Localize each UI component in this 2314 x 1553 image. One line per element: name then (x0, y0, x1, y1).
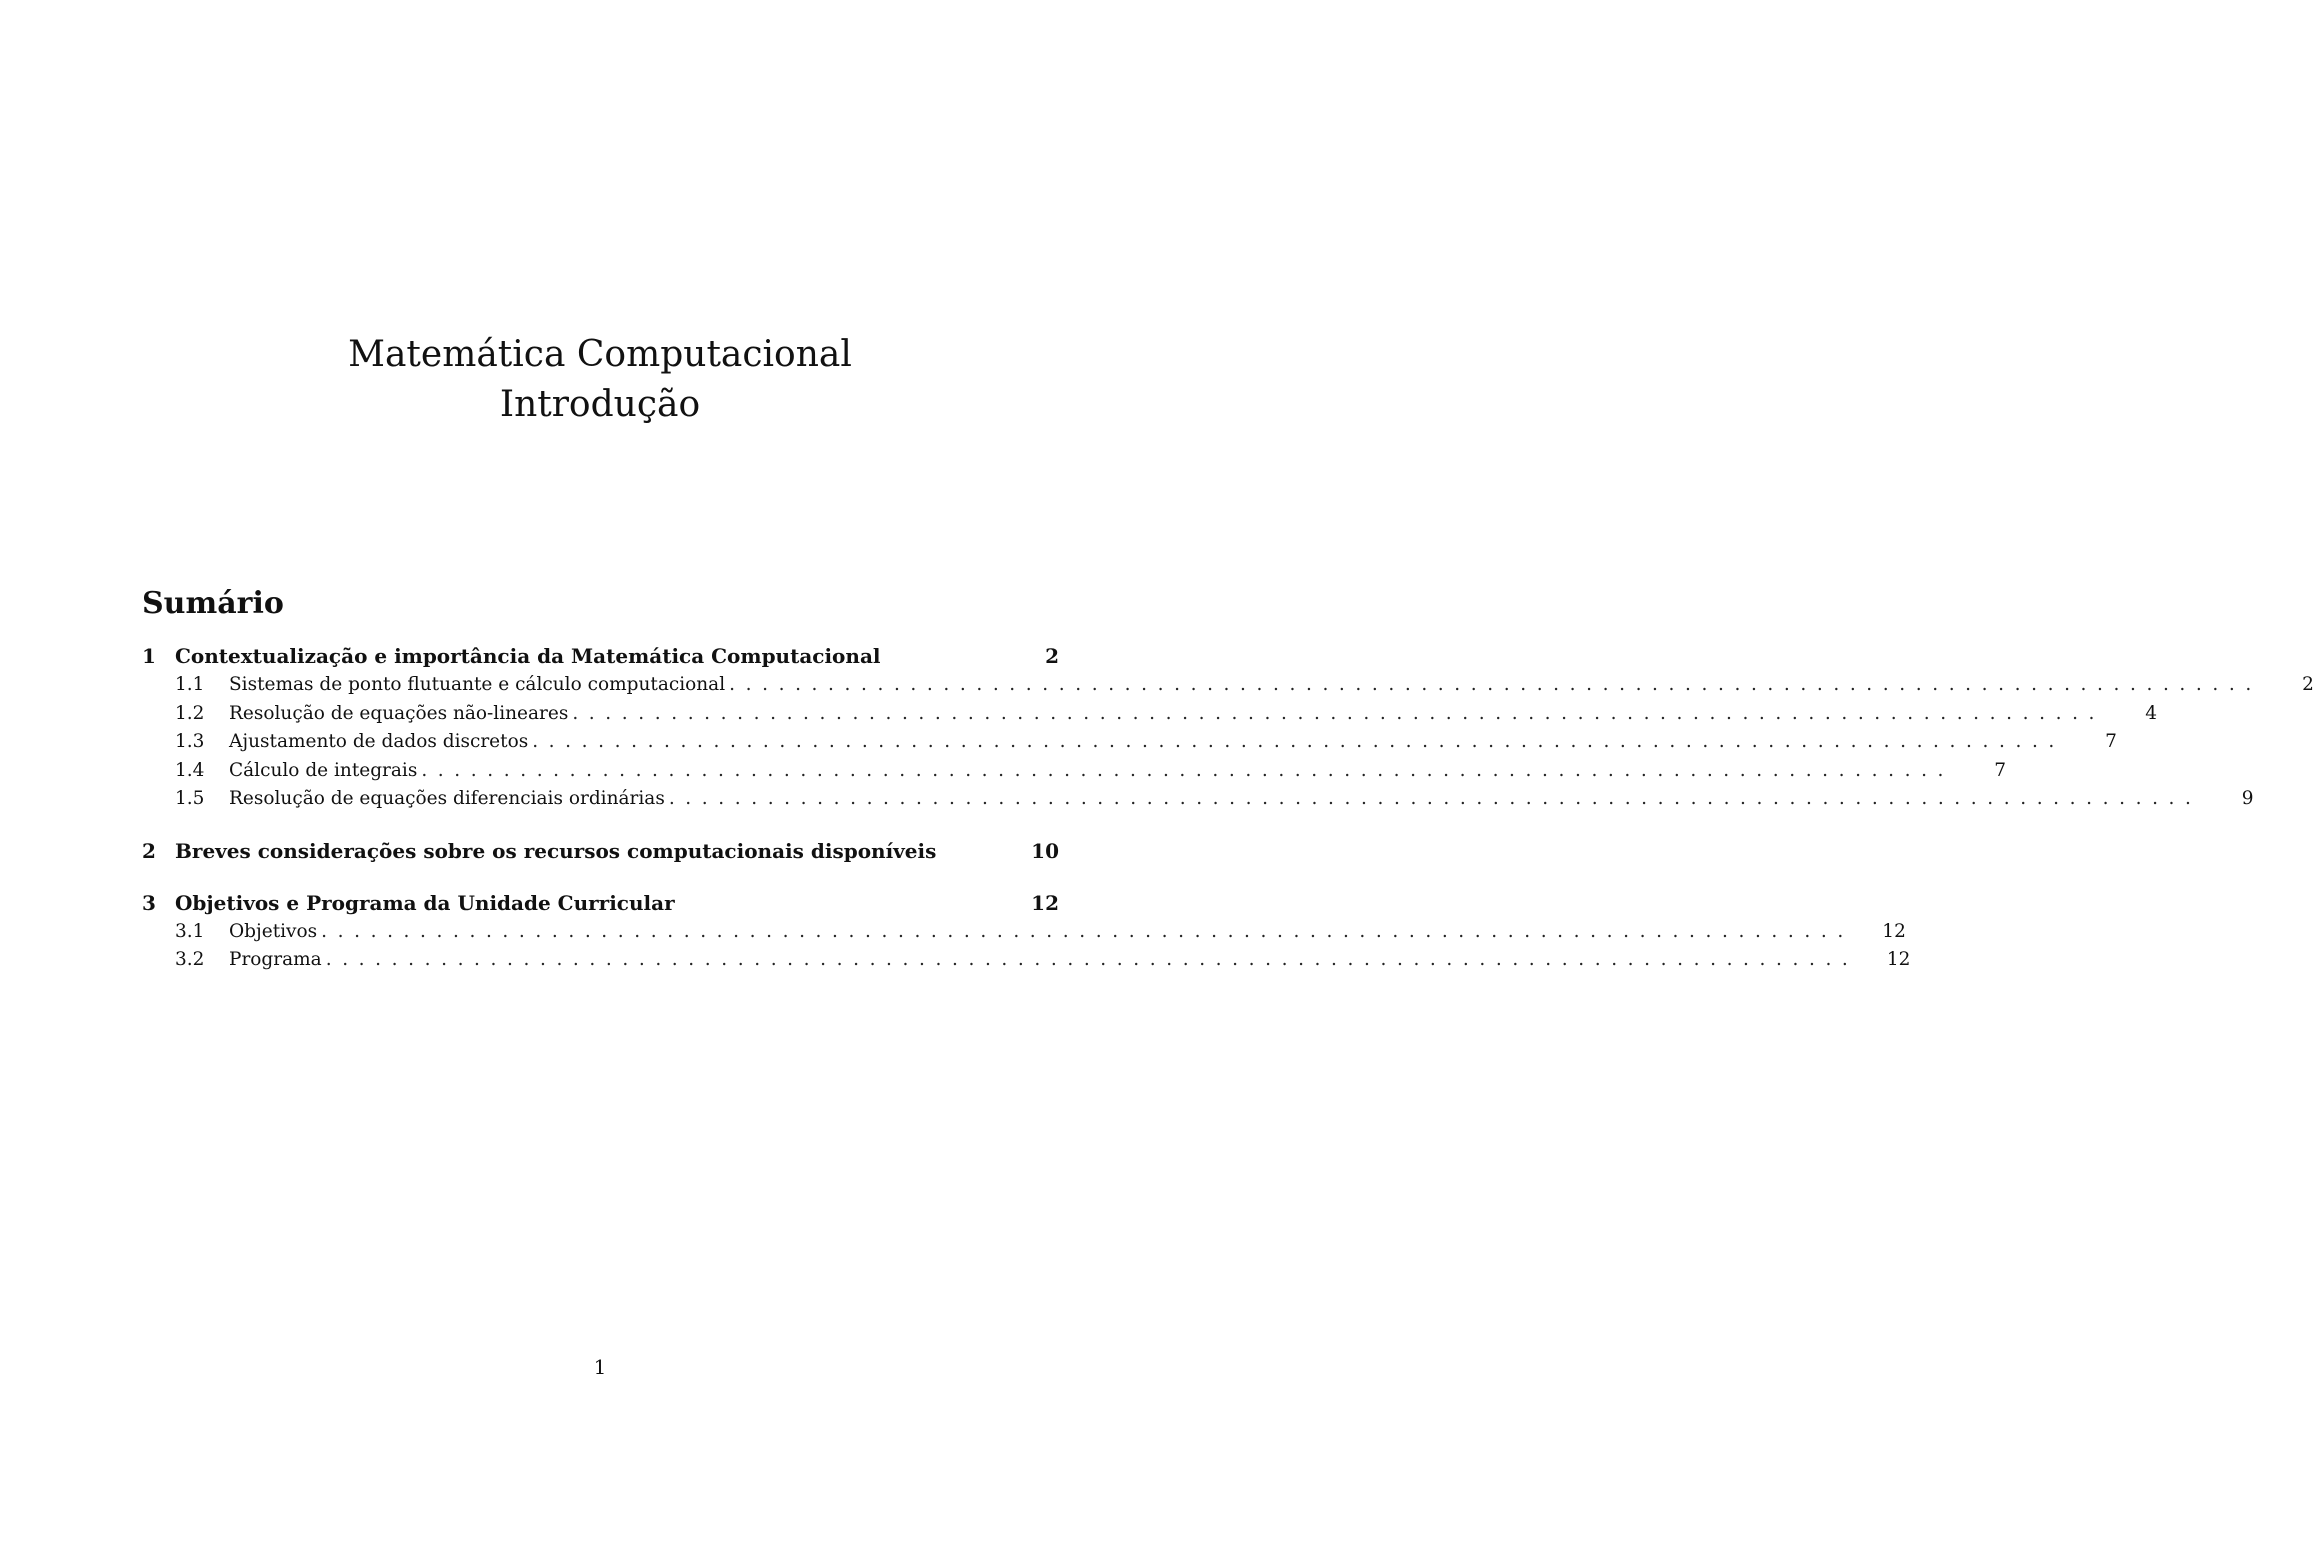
toc-entry-subsection[interactable] (142, 788, 2254, 817)
toc-dot-leader: ............................................................................................. (321, 920, 1854, 942)
table-of-contents (142, 644, 2314, 1000)
toc-heading: Sumário (142, 586, 284, 621)
toc-page-number: 12 (1882, 920, 1906, 942)
toc-page-number: 10 (1031, 838, 1059, 863)
toc-subsection-title: Resolução de equações diferenciais ordinárias (229, 788, 669, 809)
toc-entry-subsection[interactable] (142, 759, 2007, 789)
document-subtitle: Introdução (499, 384, 701, 425)
toc-dot-leader: ............................................................................................. (325, 949, 1859, 970)
toc-entry-subsection[interactable] (142, 702, 2158, 732)
toc-dot-leader: ............................................................................................. (532, 731, 2065, 752)
toc-section-title: Contextualização e importância da Matemática Computacional (175, 644, 885, 668)
toc-subsection-title: Objetivos (229, 921, 321, 942)
toc-entry-section[interactable] (142, 891, 1059, 921)
toc-section-2 (142, 839, 1059, 869)
toc-page-number: 12 (1886, 949, 1911, 970)
document-title: Matemática Computacional (348, 334, 852, 375)
toc-dot-leader: ............................................................................................. (729, 674, 2262, 695)
toc-subsection-number: 3.1 (175, 920, 205, 942)
toc-entry-section[interactable] (142, 644, 1059, 674)
toc-subsection-title: Ajustamento de dados discretos (229, 731, 532, 752)
toc-section-3 (142, 890, 1911, 978)
toc-dot-leader: ............................................................................................. (572, 702, 2106, 724)
toc-section-title: Breves considerações sobre os recursos computacionais disponíveis (175, 839, 940, 863)
toc-subsection-title: Sistemas de ponto flutuante e cálculo computacional (229, 674, 729, 695)
toc-entry-section[interactable] (142, 839, 1059, 869)
toc-page-number: 9 (2241, 788, 2254, 809)
toc-entry-subsection[interactable] (142, 674, 2314, 703)
toc-entry-subsection[interactable] (142, 920, 1906, 950)
toc-page-number: 7 (2105, 731, 2117, 752)
toc-dot-leader: ............................................................................................. (421, 759, 1955, 781)
toc-subsection-number: 1.5 (175, 788, 205, 809)
toc-subsection-number: 1.4 (175, 759, 205, 781)
toc-entry-subsection[interactable] (142, 949, 1911, 978)
toc-subsection-title: Resolução de equações não-lineares (229, 703, 572, 724)
toc-subsection-title: Programa (229, 949, 326, 970)
toc-page-number: 7 (1994, 759, 2007, 781)
toc-section-number: 3 (142, 890, 156, 915)
toc-page-number: 2 (1045, 644, 1059, 668)
toc-page-number: 4 (2145, 702, 2158, 724)
toc-dot-leader: ............................................................................................. (668, 788, 2202, 809)
toc-page-number: 12 (1031, 890, 1059, 915)
toc-section-number: 1 (142, 644, 156, 668)
toc-subsection-number: 1.2 (175, 702, 205, 724)
page-number: 1 (593, 1355, 607, 1379)
document-title-block (0, 330, 1200, 430)
toc-subsection-title: Cálculo de integrais (229, 760, 421, 781)
toc-subsection-number: 3.2 (175, 949, 205, 970)
toc-section-1 (142, 644, 2314, 817)
toc-section-number: 2 (142, 838, 156, 863)
toc-subsection-number: 1.1 (175, 674, 205, 695)
toc-entry-subsection[interactable] (142, 731, 2117, 760)
toc-section-title: Objetivos e Programa da Unidade Curricular (175, 891, 679, 915)
toc-subsection-number: 1.3 (175, 731, 205, 752)
toc-page-number: 2 (2302, 674, 2314, 695)
